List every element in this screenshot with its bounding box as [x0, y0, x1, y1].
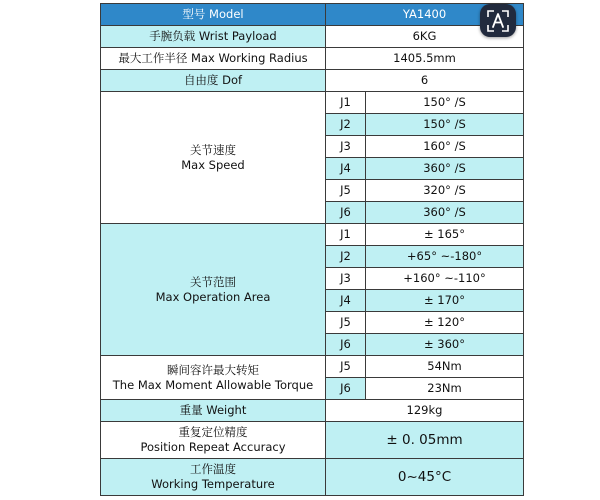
- speed-value: 320° /S: [366, 180, 524, 202]
- torque-label: [101, 356, 326, 400]
- area-value: +65° ~-180°: [366, 246, 524, 268]
- temperature-label: [101, 459, 326, 496]
- temperature-value: 0~45°C: [326, 459, 524, 496]
- torque-label-en: The Max Moment Allowable Torque: [112, 377, 314, 392]
- accuracy-label-en: Position Repeat Accuracy: [140, 440, 286, 454]
- max-speed-label-cn: 关节速度: [190, 142, 236, 157]
- speed-value: 150° /S: [366, 92, 524, 114]
- torque-joint: J5: [326, 356, 366, 378]
- torque-joint: J6: [326, 378, 366, 400]
- weight-value: 129kg: [326, 400, 524, 422]
- torque-value: 54Nm: [366, 356, 524, 378]
- area-value: +160° ~-110°: [366, 268, 524, 290]
- area-joint: J4: [326, 290, 366, 312]
- area-joint: J3: [326, 268, 366, 290]
- max-speed-label-en: Max Speed: [181, 157, 245, 172]
- accuracy-row: [101, 422, 524, 459]
- torque-value: 23Nm: [366, 378, 524, 400]
- dof-value: 6: [326, 70, 524, 92]
- speed-joint: J1: [326, 92, 366, 114]
- payload-label: 手腕负载 Wrist Payload: [101, 26, 326, 48]
- temperature-label-cn: 工作温度: [190, 462, 236, 476]
- speed-joint: J6: [326, 202, 366, 224]
- dof-label: 自由度 Dof: [101, 70, 326, 92]
- temperature-row: [101, 459, 524, 496]
- speed-joint: J2: [326, 114, 366, 136]
- operation-area-label-cn: 关节范围: [190, 274, 236, 289]
- max-speed-label: [101, 92, 326, 224]
- model-row: [101, 4, 524, 26]
- area-value: ± 165°: [366, 224, 524, 246]
- torque-label-cn: 瞬间容许最大转矩: [167, 362, 259, 377]
- model-label: 型号 Model: [101, 4, 326, 26]
- weight-label: 重量 Weight: [101, 400, 326, 422]
- speed-row-j1: [101, 92, 524, 114]
- speed-joint: J4: [326, 158, 366, 180]
- area-value: ± 170°: [366, 290, 524, 312]
- payload-value: 6KG: [326, 26, 524, 48]
- radius-value: 1405.5mm: [326, 48, 524, 70]
- translate-icon: [486, 9, 510, 33]
- operation-area-label: [101, 224, 326, 356]
- spec-table: [100, 3, 524, 496]
- payload-row: [101, 26, 524, 48]
- speed-joint: J5: [326, 180, 366, 202]
- area-joint: J5: [326, 312, 366, 334]
- area-joint: J2: [326, 246, 366, 268]
- speed-value: 360° /S: [366, 158, 524, 180]
- operation-area-label-en: Max Operation Area: [155, 289, 271, 304]
- area-row-j1: [101, 224, 524, 246]
- radius-row: [101, 48, 524, 70]
- area-joint: J6: [326, 334, 366, 356]
- accuracy-label-cn: 重复定位精度: [178, 425, 248, 439]
- area-value: ± 360°: [366, 334, 524, 356]
- speed-value: 360° /S: [366, 202, 524, 224]
- area-joint: J1: [326, 224, 366, 246]
- translate-button[interactable]: [480, 4, 516, 37]
- speed-joint: J3: [326, 136, 366, 158]
- torque-row-j5: [101, 356, 524, 378]
- weight-row: [101, 400, 524, 422]
- accuracy-value: ± 0. 05mm: [326, 422, 524, 459]
- speed-value: 150° /S: [366, 114, 524, 136]
- accuracy-label: [101, 422, 326, 459]
- radius-label: 最大工作半径 Max Working Radius: [101, 48, 326, 70]
- model-value: YA1400: [326, 4, 524, 26]
- temperature-label-en: Working Temperature: [151, 477, 275, 491]
- speed-value: 160° /S: [366, 136, 524, 158]
- area-value: ± 120°: [366, 312, 524, 334]
- dof-row: [101, 70, 524, 92]
